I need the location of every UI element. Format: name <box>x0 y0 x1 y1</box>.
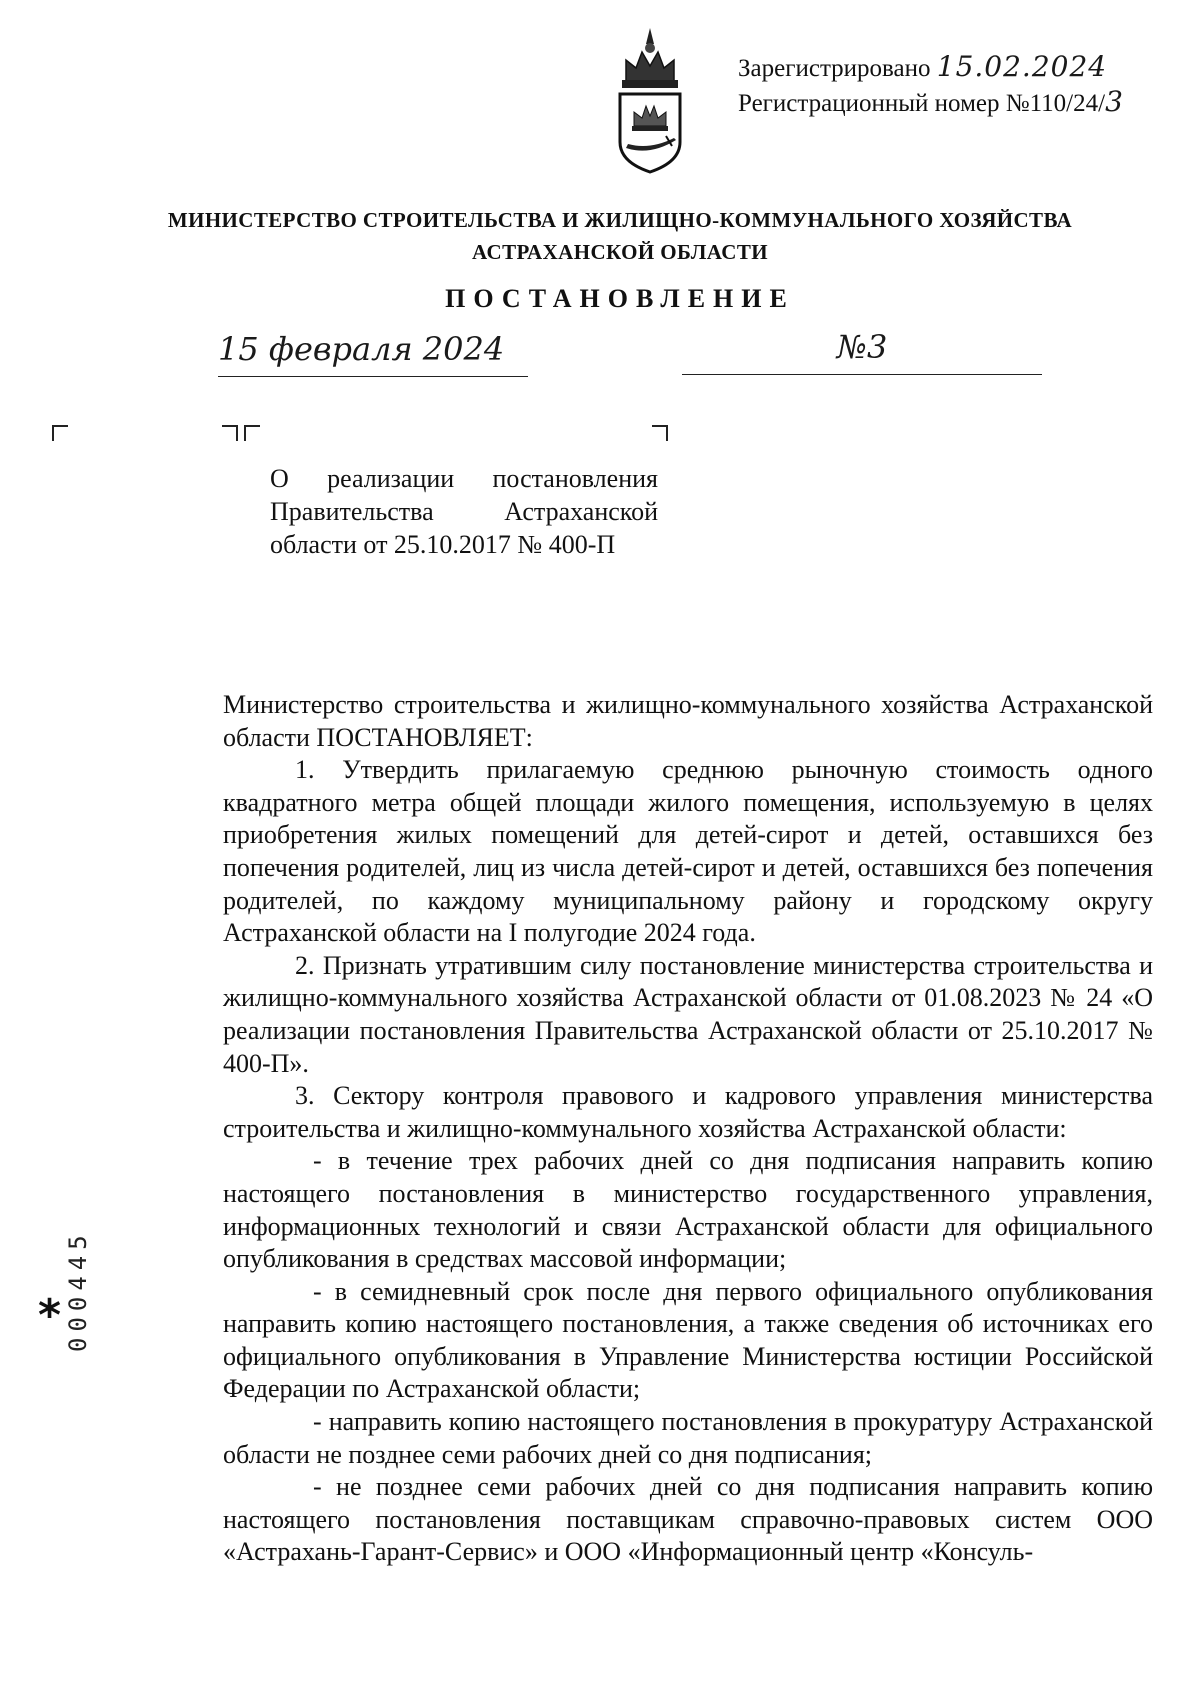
date-underline <box>218 376 528 377</box>
margin-asterisk: * <box>38 1290 62 1341</box>
corner-mark <box>52 425 68 441</box>
document-date <box>218 330 528 368</box>
document-number-handwritten: №3 <box>836 328 888 366</box>
registration-number-line <box>738 85 1124 120</box>
document-type-title: ПОСТАНОВЛЕНИЕ <box>445 284 795 313</box>
body-item-1: 1. Утвердить прилагаемую среднюю рыночную стоимость одного квадратного метра общей площади жилого помещения, используемую в целях приобретения жилых помещений для детей-сирот и детей, оставшихся без попечения родителей, лиц из числа детей-сирот и детей, оставшихся без попечения родителей, по каждому муниципальному району и городскому округу Астраханской области на I полугодие 2024 года. <box>223 755 1153 948</box>
registered-date: 15.02.2024 <box>936 50 1108 83</box>
number-underline <box>682 374 1042 375</box>
ministry-name <box>150 204 1090 268</box>
registration-number-suffix: 3 <box>1105 85 1124 118</box>
body-item-3-sub: - в семидневный срок после дня первого официального опубликования направить копию настоящего постановления, а также сведения об источниках его официального опубликования в Управление Министерства юстиции Российской Федерации по Астраханской области; <box>223 1276 1153 1404</box>
astrakhan-coat-of-arms-icon <box>612 22 688 174</box>
document-body <box>223 689 1153 1569</box>
corner-mark <box>244 425 260 441</box>
body-item-3-sub: - не позднее семи рабочих дней со дня подписания направить копию настоящего постановления поставщикам справочно-правовых систем ООО «Астрахань-Гарант-Сервис» и ООО «Информационный центр «Консуль- <box>223 1472 1153 1567</box>
margin-serial-number: 000445 <box>64 1229 92 1352</box>
body-item-3-sub: - направить копию настоящего постановления в прокуратуру Астраханской области не позднее семи рабочих дней со дня подписания; <box>223 1407 1153 1469</box>
registered-label: Зарегистрировано <box>738 55 931 82</box>
registration-stamp <box>738 50 1124 120</box>
ministry-line-1: МИНИСТЕРСТВО СТРОИТЕЛЬСТВА И ЖИЛИЩНО-КОММУНАЛЬНОГО ХОЗЯЙСТВА <box>167 208 1073 232</box>
body-item-3-sub: - в течение трех рабочих дней со дня подписания направить копию настоящего постановления в министерство государственного управления, информационных технологий и связи Астраханской области для официального опубликования в средствах массовой информации; <box>223 1146 1153 1274</box>
document-subject: О реализации постановления Правительства Астраханской области от 25.10.2017 № 400-П <box>270 464 658 559</box>
document-date-handwritten: 15 февраля 2024 <box>218 330 505 368</box>
document-number <box>682 328 1042 366</box>
ministry-line-2: АСТРАХАНСКОЙ ОБЛАСТИ <box>471 240 769 264</box>
registered-line <box>738 50 1124 85</box>
body-item-2: 2. Признать утратившим силу постановление министерства строительства и жилищно-коммунального хозяйства Астраханской области от 01.08.2023 № 24 «О реализации постановления Правительства Астраханской области от 25.10.2017 № 400-П». <box>223 950 1153 1078</box>
corner-mark <box>652 425 668 441</box>
registration-number-label: Регистрационный номер №110/24/ <box>738 90 1106 117</box>
corner-mark <box>222 425 238 441</box>
body-item-3: 3. Сектору контроля правового и кадрового управления министерства строительства и жилищно-коммунального хозяйства Астраханской области: <box>223 1081 1153 1143</box>
body-intro: Министерство строительства и жилищно-коммунального хозяйства Астраханской области ПОСТАНОВЛЯЕТ: <box>223 690 1153 752</box>
